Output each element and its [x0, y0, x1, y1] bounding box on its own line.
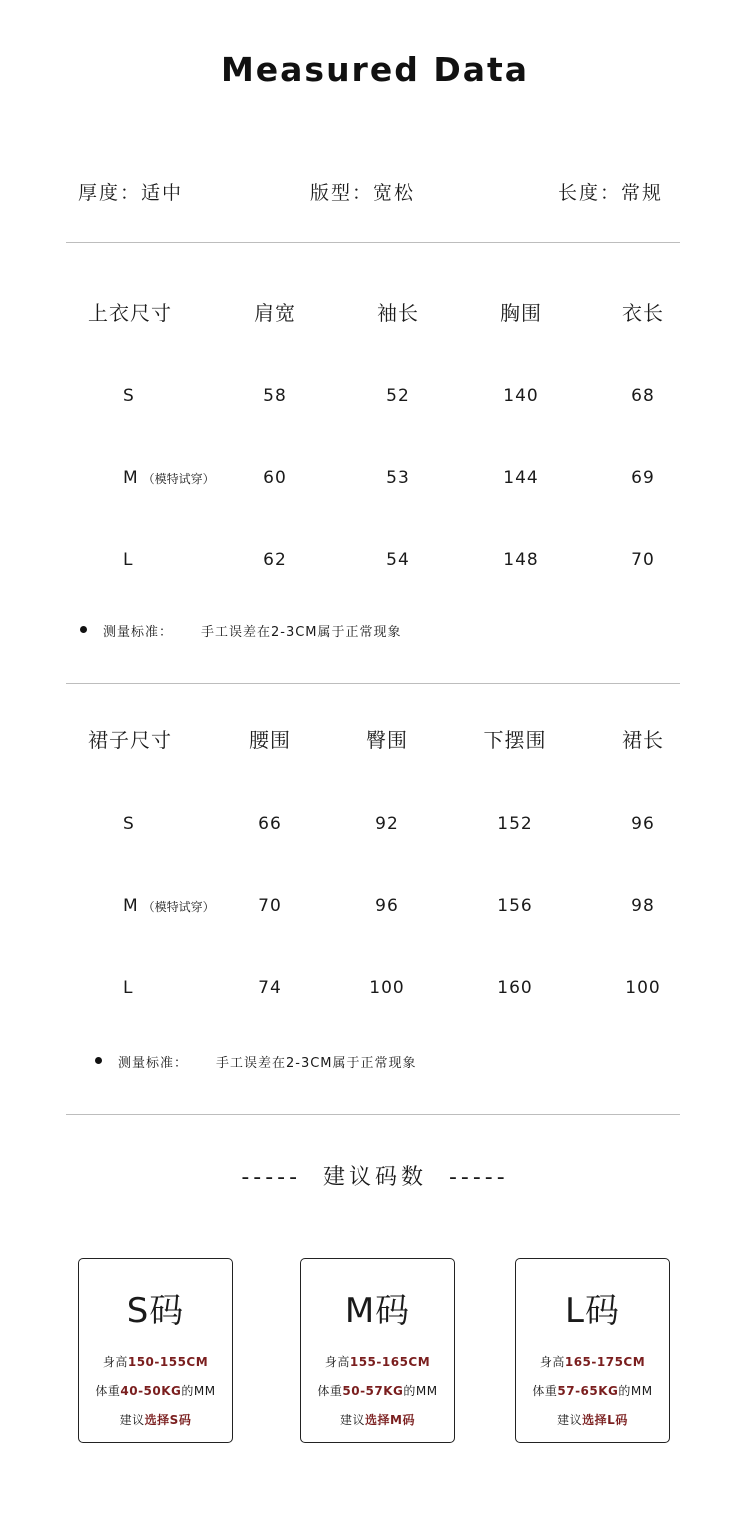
- header-cell: 胸围: [500, 301, 542, 325]
- height-label: 身高: [324, 1355, 350, 1369]
- size-card-s: [78, 1258, 233, 1443]
- table-cell: 66: [258, 814, 282, 834]
- size-label-cell: [123, 886, 215, 927]
- advice-label: 建议: [340, 1413, 366, 1427]
- table-row: [0, 804, 750, 844]
- header-cell: 臀围: [366, 728, 408, 752]
- table-cell: 152: [497, 814, 533, 834]
- header-cell: 肩宽: [254, 301, 296, 325]
- advice-value: 选择M码: [365, 1413, 415, 1427]
- table-cell: 92: [375, 814, 399, 834]
- measurement-note-text: 手工误差在2-3CM属于正常现象: [201, 625, 402, 640]
- height-label: 身高: [539, 1355, 565, 1369]
- table-row: [0, 886, 750, 926]
- bullet-icon: [95, 1057, 102, 1064]
- table-cell: 54: [386, 550, 410, 570]
- size-label: S: [123, 386, 135, 406]
- table-cell: 69: [631, 468, 655, 488]
- table-cell: 98: [631, 896, 655, 916]
- model-note: （模特试穿）: [142, 900, 215, 914]
- table-cell: 100: [369, 978, 405, 998]
- card-advice-line: [79, 1411, 232, 1428]
- divider: [66, 683, 680, 684]
- header-cell: 下摆围: [483, 728, 547, 752]
- card-size: S码: [126, 1291, 185, 1331]
- table-cell: 60: [263, 468, 287, 488]
- height-label: 身高: [102, 1355, 128, 1369]
- table-cell: 96: [631, 814, 655, 834]
- height-value: 165-175CM: [564, 1355, 646, 1369]
- card-weight-line: [516, 1382, 669, 1399]
- advice-value: 选择L码: [582, 1413, 628, 1427]
- card-advice-line: [516, 1411, 669, 1428]
- table-cell: 96: [375, 896, 399, 916]
- header-cell: 裙长: [622, 728, 664, 752]
- advice-value: 选择S码: [144, 1413, 192, 1427]
- skirt-table-header: [0, 720, 750, 760]
- table-cell: 148: [503, 550, 539, 570]
- weight-label: 体重: [532, 1384, 558, 1398]
- table-cell: 144: [503, 468, 539, 488]
- recommended-size-heading: ----- 建议码数 -----: [241, 1165, 509, 1190]
- table-row: [0, 540, 750, 580]
- weight-suffix: 的MM: [181, 1384, 216, 1398]
- header-cell: 袖长: [377, 301, 419, 325]
- table-cell: 100: [625, 978, 661, 998]
- height-value: 150-155CM: [127, 1355, 209, 1369]
- table-cell: 160: [497, 978, 533, 998]
- weight-suffix: 的MM: [403, 1384, 438, 1398]
- fit-attribute: 版型：宽松: [310, 182, 416, 204]
- card-height-line: [516, 1353, 669, 1370]
- table-cell: 140: [503, 386, 539, 406]
- header-cell: 上衣尺寸: [88, 301, 172, 325]
- thickness-attribute: 厚度：适中: [78, 182, 184, 204]
- header-cell: 腰围: [249, 728, 291, 752]
- header-cell: 衣长: [622, 301, 664, 325]
- measurement-note-label: 测量标准：: [103, 625, 174, 640]
- size-label: L: [123, 978, 134, 998]
- card-advice-line: [301, 1411, 454, 1428]
- page-title: Measured Data: [220, 50, 530, 89]
- bullet-icon: [80, 626, 87, 633]
- weight-value: 57-65KG: [557, 1384, 619, 1398]
- size-card-m: [300, 1258, 455, 1443]
- weight-suffix: 的MM: [618, 1384, 653, 1398]
- weight-label: 体重: [95, 1384, 121, 1398]
- card-size: L码: [565, 1291, 620, 1331]
- table-cell: 53: [386, 468, 410, 488]
- table-cell: 74: [258, 978, 282, 998]
- header-cell: 裙子尺寸: [88, 728, 172, 752]
- weight-value: 50-57KG: [342, 1384, 404, 1398]
- card-height-line: [301, 1353, 454, 1370]
- card-height-line: [79, 1353, 232, 1370]
- advice-label: 建议: [557, 1413, 583, 1427]
- divider: [66, 242, 680, 243]
- divider: [66, 1114, 680, 1115]
- size-label: L: [123, 550, 134, 570]
- advice-label: 建议: [119, 1413, 145, 1427]
- size-card-l: [515, 1258, 670, 1443]
- measurement-note-text: 手工误差在2-3CM属于正常现象: [216, 1056, 417, 1071]
- card-weight-line: [301, 1382, 454, 1399]
- size-label: S: [123, 814, 135, 834]
- size-label: M: [123, 896, 139, 916]
- table-row: [0, 968, 750, 1008]
- table-cell: 70: [631, 550, 655, 570]
- weight-label: 体重: [317, 1384, 343, 1398]
- length-attribute: 长度：常规: [558, 182, 664, 204]
- height-value: 155-165CM: [349, 1355, 431, 1369]
- table-cell: 62: [263, 550, 287, 570]
- table-row: [0, 458, 750, 498]
- table-cell: 58: [263, 386, 287, 406]
- size-label: M: [123, 468, 139, 488]
- table-cell: 70: [258, 896, 282, 916]
- table-row: [0, 376, 750, 416]
- size-label-cell: [123, 458, 215, 499]
- card-size: M码: [344, 1291, 411, 1331]
- top-table-header: [0, 293, 750, 333]
- card-weight-line: [79, 1382, 232, 1399]
- table-cell: 68: [631, 386, 655, 406]
- measurement-note-label: 测量标准：: [118, 1056, 189, 1071]
- model-note: （模特试穿）: [142, 472, 215, 486]
- weight-value: 40-50KG: [120, 1384, 182, 1398]
- table-cell: 156: [497, 896, 533, 916]
- table-cell: 52: [386, 386, 410, 406]
